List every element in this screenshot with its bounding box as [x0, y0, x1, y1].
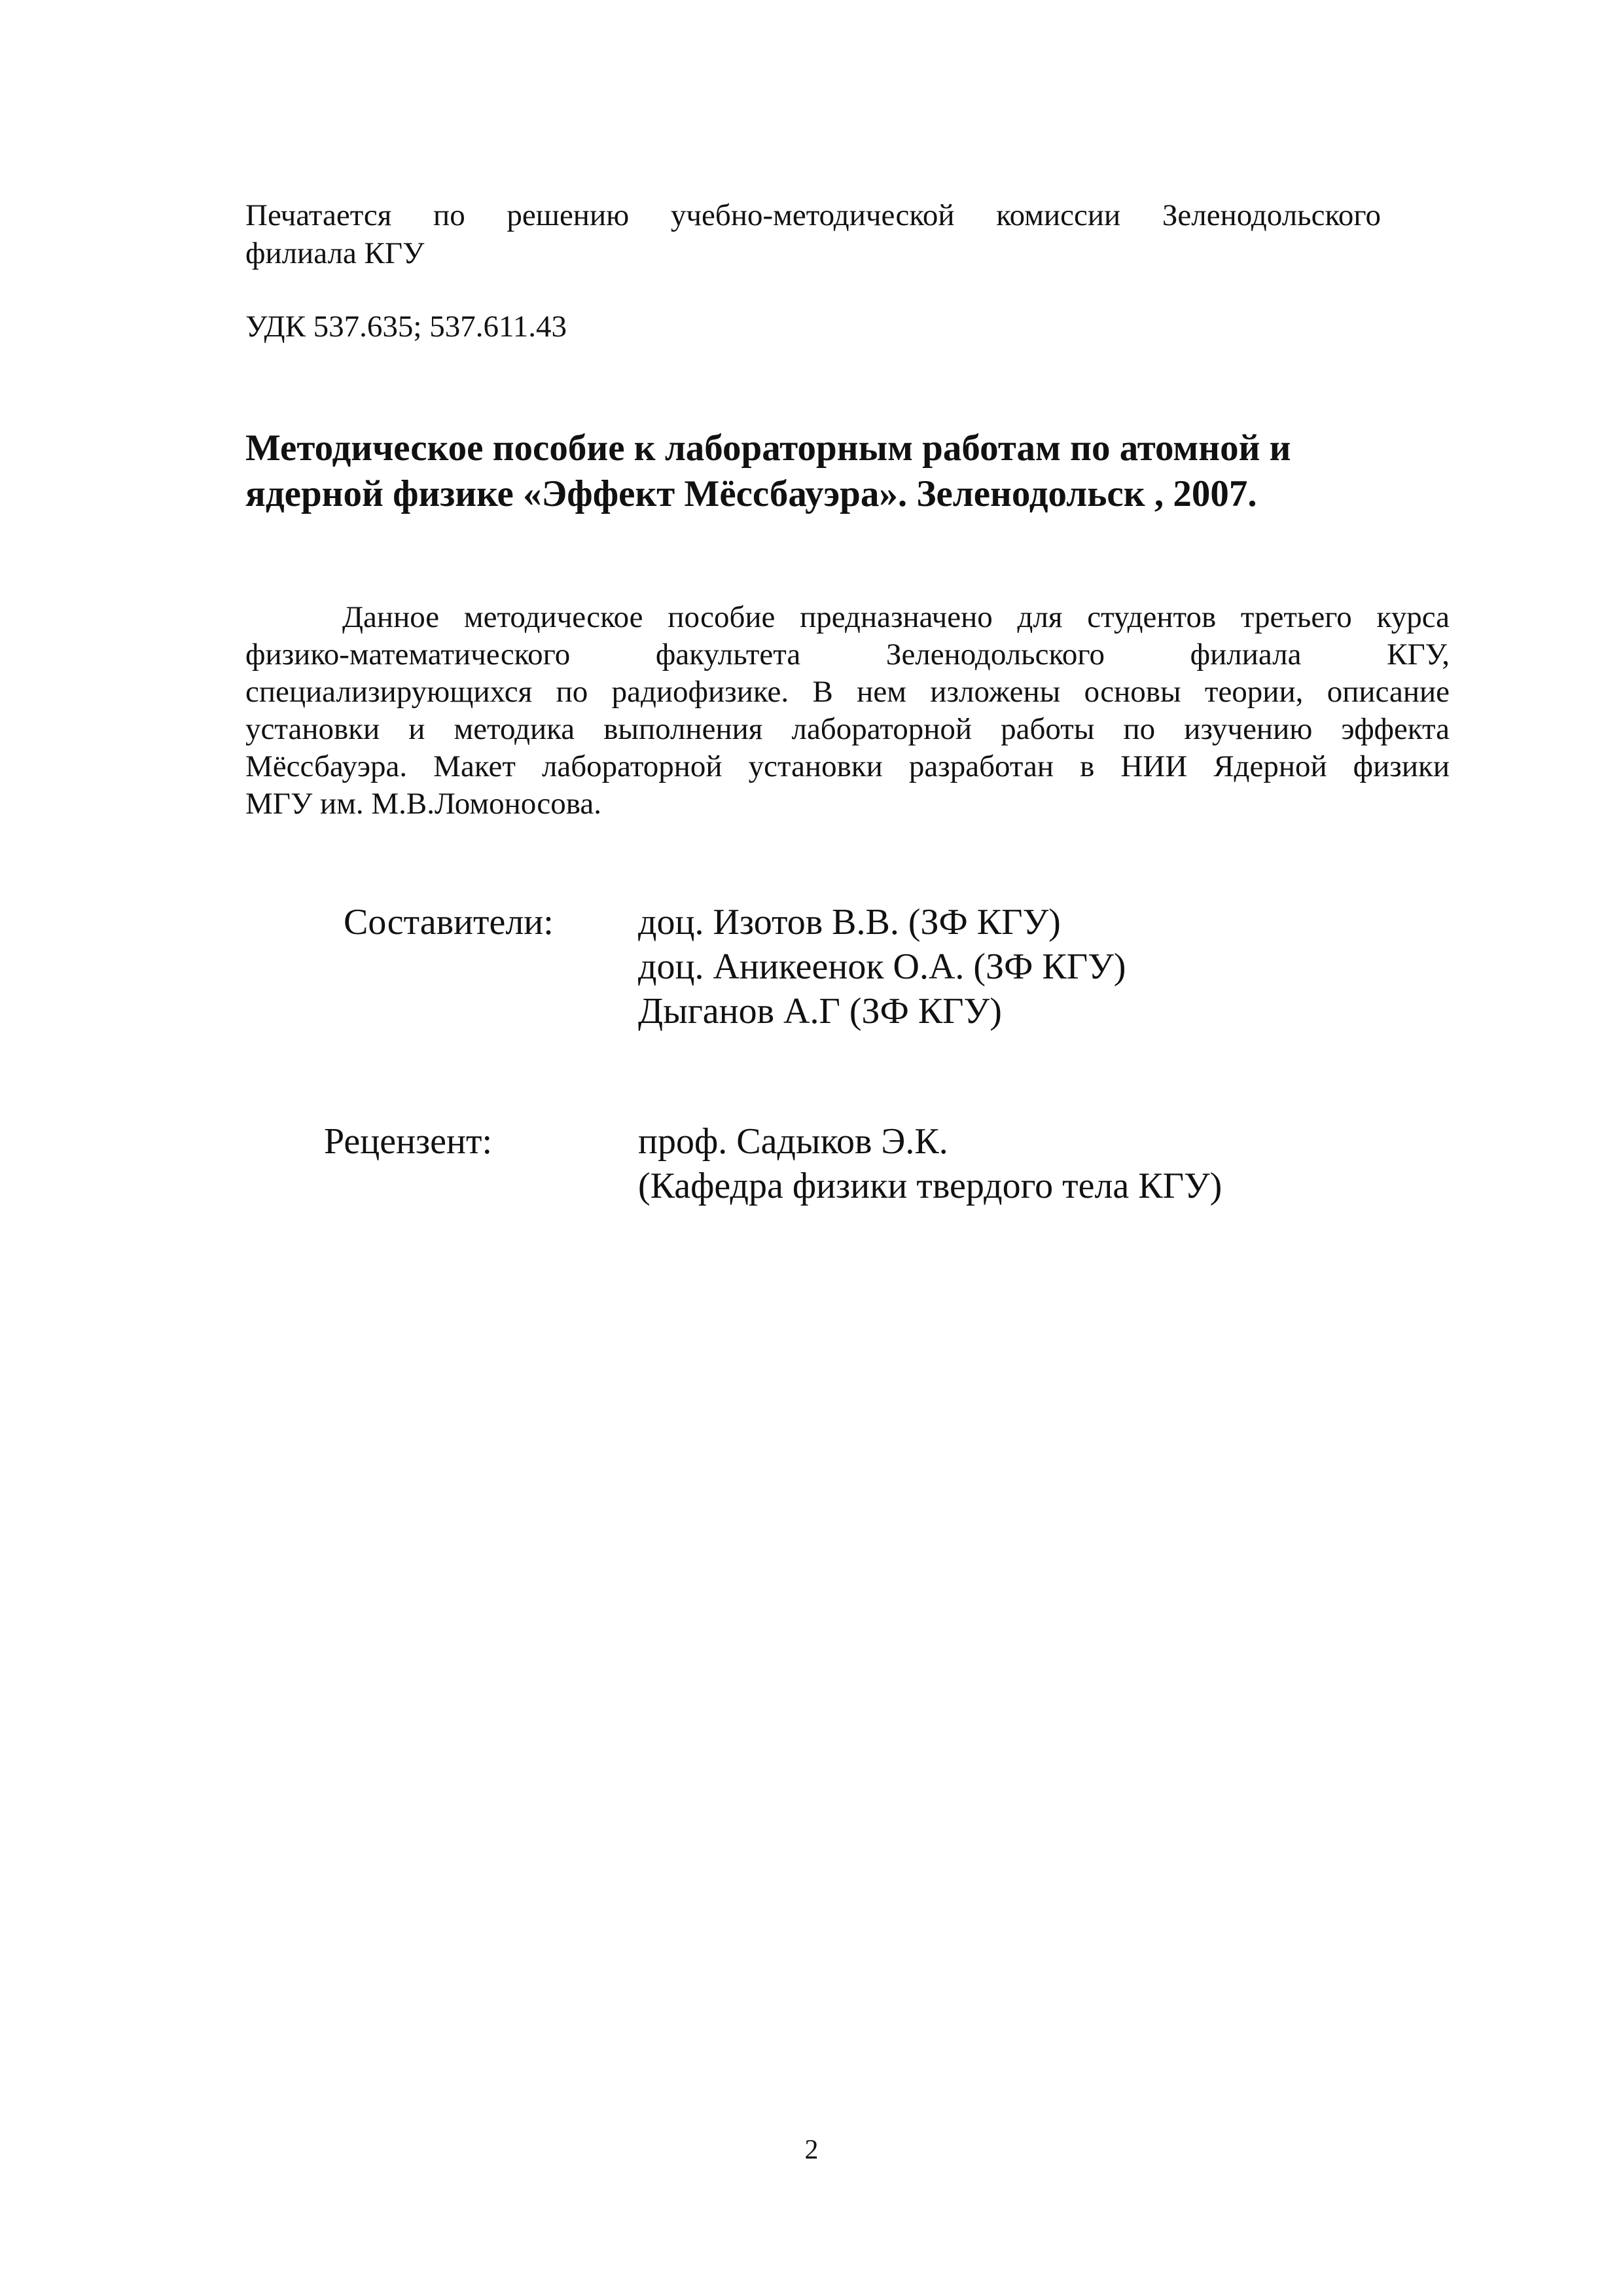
title-line-2: ядерной физике «Эффект Мёссбауэра». Зеленодольск , 2007.: [245, 473, 1257, 514]
title-line-1: Методическое пособие к лабораторным работам по атомной и: [245, 427, 1291, 469]
compilers-list: [638, 900, 1126, 1033]
abstract-line-4: установки и методика выполнения лабораторной работы по изучению эффекта: [245, 712, 1450, 746]
print-note-line-1: Печатается по решению учебно-методической комиссии Зеленодольского: [245, 198, 1381, 232]
print-note-line-2: филиала КГУ: [245, 236, 425, 270]
abstract-line-1: Данное методическое пособие предназначено для студентов третьего курса: [342, 600, 1450, 634]
reviewer-name: проф. Садыков Э.К.: [638, 1121, 948, 1162]
compiler-name: Дыганов А.Г (ЗФ КГУ): [638, 991, 1002, 1031]
compilers-label: Составители:: [344, 902, 554, 942]
udk-code: УДК 537.635; 537.611.43: [245, 310, 567, 344]
abstract-line-6: МГУ им. М.В.Ломоносова.: [245, 787, 601, 821]
print-approval-note: [245, 196, 1381, 272]
abstract-line-3: специализирующихся по радиофизике. В нем изложены основы теории, описание: [245, 675, 1450, 709]
abstract-line-2: физико-математического факультета Зеленодольского филиала КГУ,: [245, 637, 1450, 672]
reviewer-label: Рецензент:: [324, 1121, 493, 1162]
compiler-name: доц. Изотов В.В. (ЗФ КГУ): [638, 902, 1061, 942]
reviewer-affiliation: (Кафедра физики твердого тела КГУ): [638, 1166, 1222, 1206]
document-title: [245, 425, 1489, 517]
compiler-name: доц. Аникеенок О.А. (ЗФ КГУ): [638, 946, 1126, 987]
abstract-line-5: Мёссбауэра. Макет лабораторной установки разработан в НИИ Ядерной физики: [245, 749, 1450, 783]
page-number: 2: [804, 2135, 819, 2165]
abstract-paragraph: [245, 599, 1450, 823]
reviewer-info: [638, 1119, 1222, 1208]
